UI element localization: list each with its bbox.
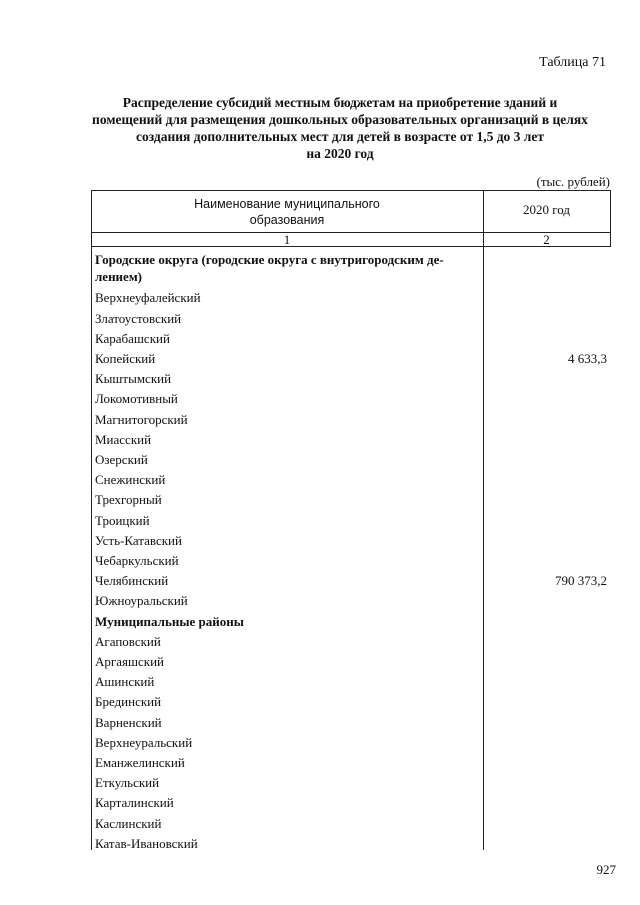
header-name-column [91,196,483,228]
table-row-name: Верхнеуральский [95,734,193,750]
table-row-name: Ашинский [95,674,155,690]
table-row-name: Карталинский [95,795,174,811]
table-row-value: 790 373,2 [555,573,607,589]
column-divider [483,190,484,850]
column-number-2: 2 [543,232,550,247]
table-row-name: Агаповский [95,633,161,649]
table-left-border [91,190,92,850]
table-row-name: Усть-Катавский [95,532,182,548]
page-number: 927 [596,862,616,877]
table-top-border [91,190,611,191]
table-row-name: Копейский [95,351,156,366]
table-row-name: Локомотивный [95,391,178,407]
header-name-line2: образования [249,213,325,227]
table-row-name: Каслинский [95,815,162,831]
table-row-name: Златоустовский [95,310,182,326]
table-label: Таблица 71 [539,55,606,70]
document-title [80,94,600,162]
header-name-line1: Наименование муниципального [194,197,380,211]
table-row-name: Магнитогорский [95,411,188,427]
table-row-name: Миасский [95,431,152,447]
title-line: Распределение субсидий местным бюджетам на приобретение зданий и [122,95,558,110]
header-year-column: 2020 год [523,202,570,217]
table-row-name: Чебаркульский [95,553,179,568]
table-row-name: Катав-Ивановский [95,835,198,851]
table-row-name: Муниципальные районы [95,613,244,629]
table-row-name: Аргаяшский [95,654,164,669]
table-row-name: Еманжелинский [95,755,185,770]
table-row-name: Верхнеуфалейский [95,290,201,306]
table-row-name: Еткульский [95,775,160,791]
table-row-name: Снежинский [95,472,166,488]
table-row-name: Карабашский [95,330,170,346]
table-row-name: Варненский [95,714,162,730]
subsidy-table [91,190,611,850]
table-row-name: Озерский [95,452,148,467]
table-row-name: Городские округа (городские округа с внутригородским де- [95,252,444,267]
table-row-name: Троицкий [95,512,150,528]
table-right-border [610,190,611,246]
table-row-value: 4 633,3 [568,351,607,366]
column-number-1: 1 [283,232,291,247]
table-row-name: Кыштымский [95,371,172,387]
table-row-name: Брединский [95,694,162,710]
table-row-name: лением) [95,269,142,285]
title-line: на 2020 год [306,146,374,161]
title-line: помещений для размещения дошкольных образовательных организаций в целях [92,112,588,127]
title-line: создания дополнительных мест для детей в возрасте от 1,5 до 3 лет [136,129,544,144]
units-label: (тыс. рублей) [536,174,610,189]
table-row-name: Трехгорный [95,492,162,508]
table-row-name: Южноуральский [95,593,188,609]
table-row-name: Челябинский [95,573,169,589]
